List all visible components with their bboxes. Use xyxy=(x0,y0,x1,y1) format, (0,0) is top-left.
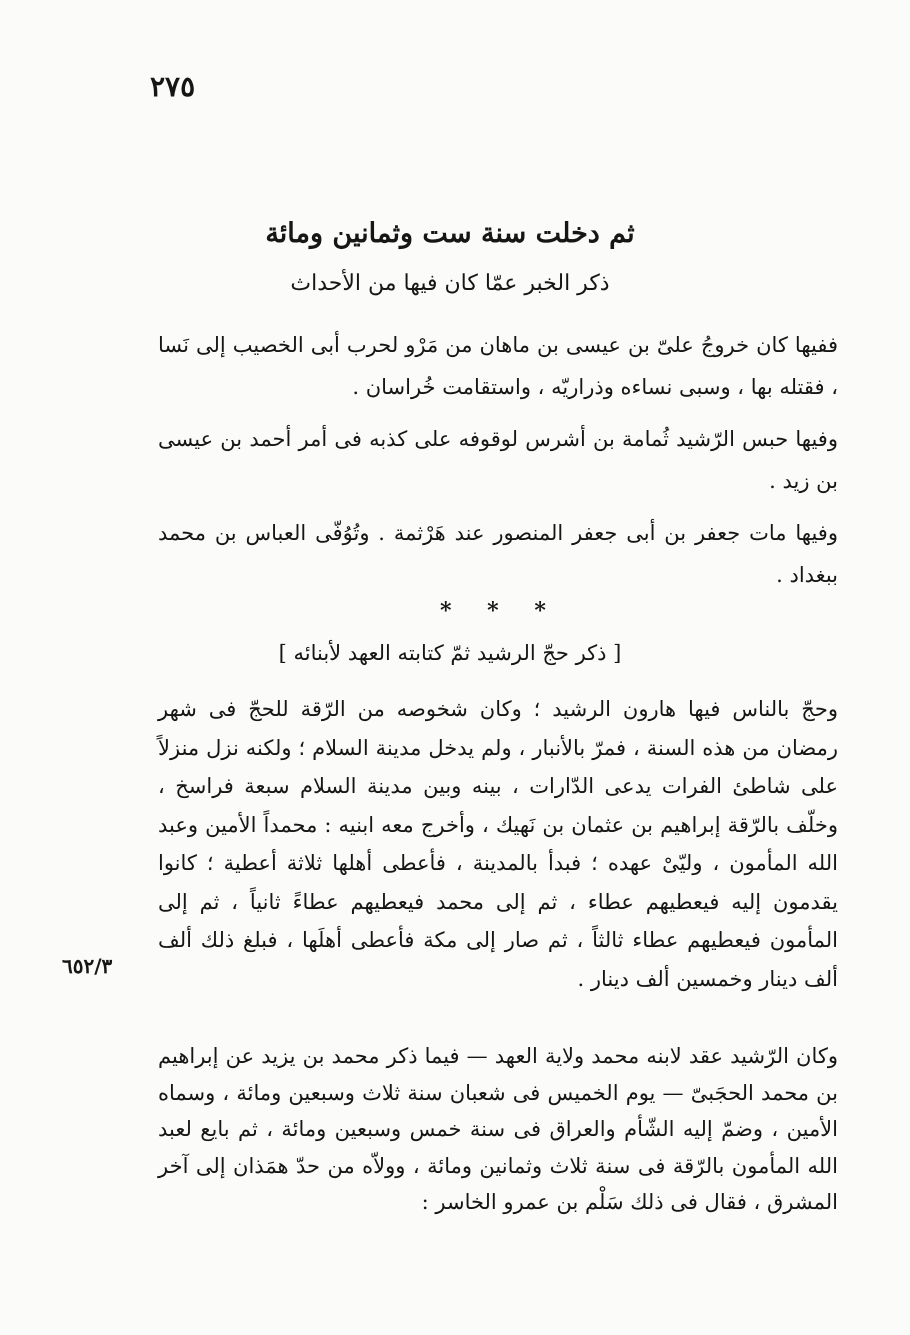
page-number: ٢٧٥ xyxy=(150,70,196,103)
margin-reference: ٦٥٢/٣ xyxy=(62,954,113,978)
paragraph-1: ففيها كان خروجُ علىّ بن عيسى بن ماهان من مَرْو لحرب أبى الخصيب إلى نَسا ، فقتله بها ، وسبى نساءه وذراريّه ، واستقامت خُراسان . xyxy=(158,333,838,399)
paragraph-3: وفيها مات جعفر بن أبى جعفر المنصور عند هَرْثمة . وتُوُفّى العباس بن محمد ببغداد . xyxy=(158,521,838,587)
section-separator: * * * xyxy=(440,598,560,624)
paragraph-2: وفيها حبس الرّشيد ثُمامة بن أشرس لوقوفه على كذبه فى أمر أحمد بن عيسى بن زيد . xyxy=(158,427,838,493)
chapter-title: ثم دخلت سنة ست وثمانين ومائة xyxy=(265,218,635,249)
section-heading: [ ذكر حجّ الرشيد ثمّ كتابته العهد لأبنائه ] xyxy=(278,641,622,665)
paragraph-5: وكان الرّشيد عقد لابنه محمد ولاية العهد — فيما ذكر محمد بن يزيد عن إبراهيم بن محمد الحجَبىّ — يوم الخميس فى شعبان سنة ثلاث وسبعين ومائة ، وسماه الأمين ، وضمّ إليه الشّأم والعراق فى سنة خمس وسبعين ومائة ، ثم بايع لعبد الله المأمون بالرّقة فى سنة ثلاث وثمانين ومائة ، وولاّه من حدّ همَذان إلى آخر المشرق ، فقال فى ذلك سَلْم بن عمرو الخاسر : xyxy=(158,1044,838,1214)
chapter-subtitle: ذكر الخبر عمّا كان فيها من الأحداث xyxy=(290,271,610,296)
paragraph-4: وحجّ بالناس فيها هارون الرشيد ؛ وكان شخوصه من الرّقة للحجّ فى شهر رمضان من هذه السنة ، فمرّ بالأنبار ، ولم يدخل مدينة السلام ؛ ولكنه نزل منزلاً على شاطئ الفرات يدعى الدّارات ، بينه وبين مدينة السلام سبعة فراسخ ، وخلّف بالرّقة إبراهيم بن عثمان بن نَهيك ، وأخرج معه ابنيه : محمداً الأمين وعبد الله المأمون ، وليّىْ عهده ؛ فبدأ بالمدينة ، فأعطى أهلها ثلاثة أعطية ؛ كانوا يقدمون إليه فيعطيهم عطاء ، ثم إلى محمد فيعطيهم عطاءً ثانياً ، ثم إلى المأمون فيعطيهم عطاء ثالثاً ، ثم صار إلى مكة فأعطى أهلَها ، فبلغ ذلك ألف ألف دينار وخمسين ألف دينار . xyxy=(158,697,838,991)
